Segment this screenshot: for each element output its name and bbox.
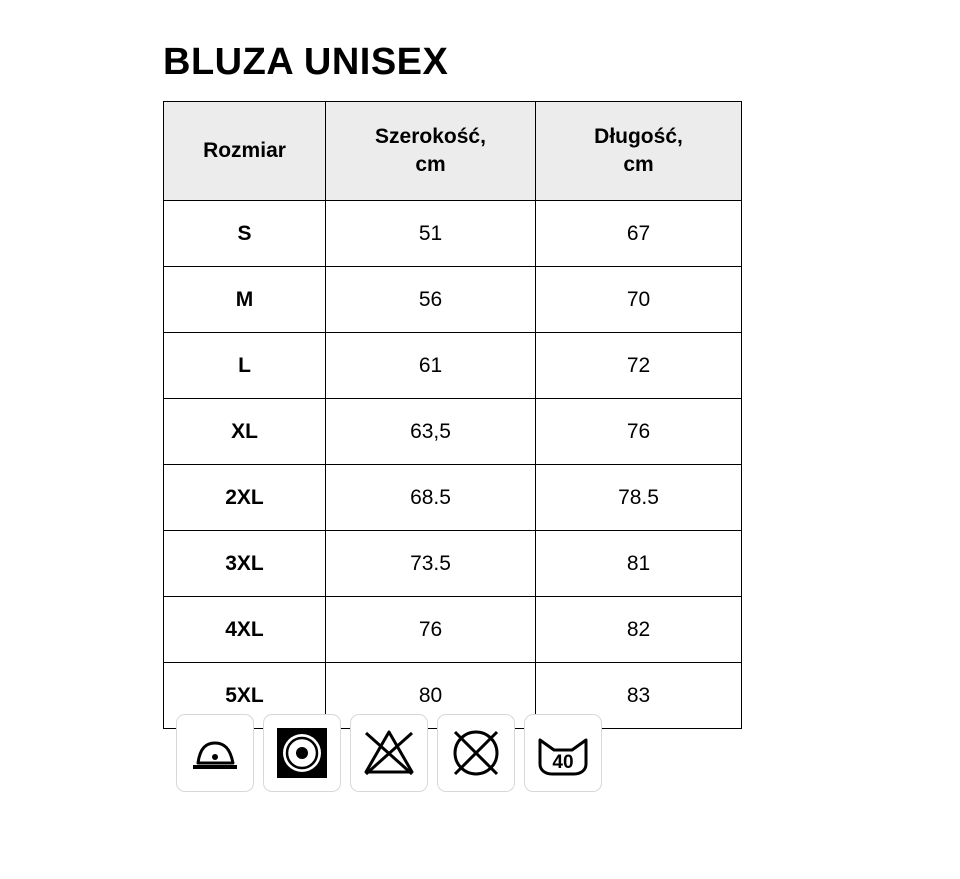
iron-low-heat-icon	[176, 714, 254, 792]
column-header-length-line1: Długość,	[594, 124, 683, 148]
do-not-bleach-icon	[350, 714, 428, 792]
cell-width: 76	[326, 597, 536, 663]
column-header-size-line1: Rozmiar	[203, 138, 286, 162]
cell-length: 70	[536, 267, 742, 333]
wash-40-icon	[524, 714, 602, 792]
cell-length: 78.5	[536, 465, 742, 531]
cell-width: 63,5	[326, 399, 536, 465]
cell-width: 56	[326, 267, 536, 333]
cell-width: 51	[326, 201, 536, 267]
cell-length: 72	[536, 333, 742, 399]
cell-size: XL	[164, 399, 326, 465]
cell-size: 2XL	[164, 465, 326, 531]
cell-length: 81	[536, 531, 742, 597]
table-row	[164, 201, 742, 267]
cell-width: 68.5	[326, 465, 536, 531]
column-header-length	[536, 102, 742, 201]
column-header-length-line2: cm	[623, 153, 654, 176]
do-not-dry-clean-icon	[437, 714, 515, 792]
cell-length: 67	[536, 201, 742, 267]
table-header-row	[164, 102, 742, 201]
column-header-width-line2: cm	[415, 153, 446, 176]
cell-size: L	[164, 333, 326, 399]
cell-size: 4XL	[164, 597, 326, 663]
column-header-width-line1: Szerokość,	[375, 124, 486, 148]
cell-width: 73.5	[326, 531, 536, 597]
cell-size: M	[164, 267, 326, 333]
svg-text:40: 40	[552, 752, 574, 773]
tumble-dry-icon	[263, 714, 341, 792]
cell-length: 82	[536, 597, 742, 663]
cell-size: 5XL	[164, 663, 326, 729]
cell-length: 83	[536, 663, 742, 729]
size-table	[163, 101, 742, 729]
table-header	[164, 102, 742, 201]
care-instructions	[176, 714, 602, 792]
cell-width: 80	[326, 663, 536, 729]
table-row	[164, 399, 742, 465]
cell-size: S	[164, 201, 326, 267]
cell-size: 3XL	[164, 531, 326, 597]
page-title: BLUZA UNISEX	[163, 41, 449, 83]
table-row	[164, 267, 742, 333]
column-header-size	[164, 102, 326, 201]
table-body	[164, 201, 742, 729]
cell-length: 76	[536, 399, 742, 465]
table-row	[164, 465, 742, 531]
table-row	[164, 597, 742, 663]
cell-width: 61	[326, 333, 536, 399]
column-header-width	[326, 102, 536, 201]
table-row	[164, 333, 742, 399]
table-row	[164, 531, 742, 597]
